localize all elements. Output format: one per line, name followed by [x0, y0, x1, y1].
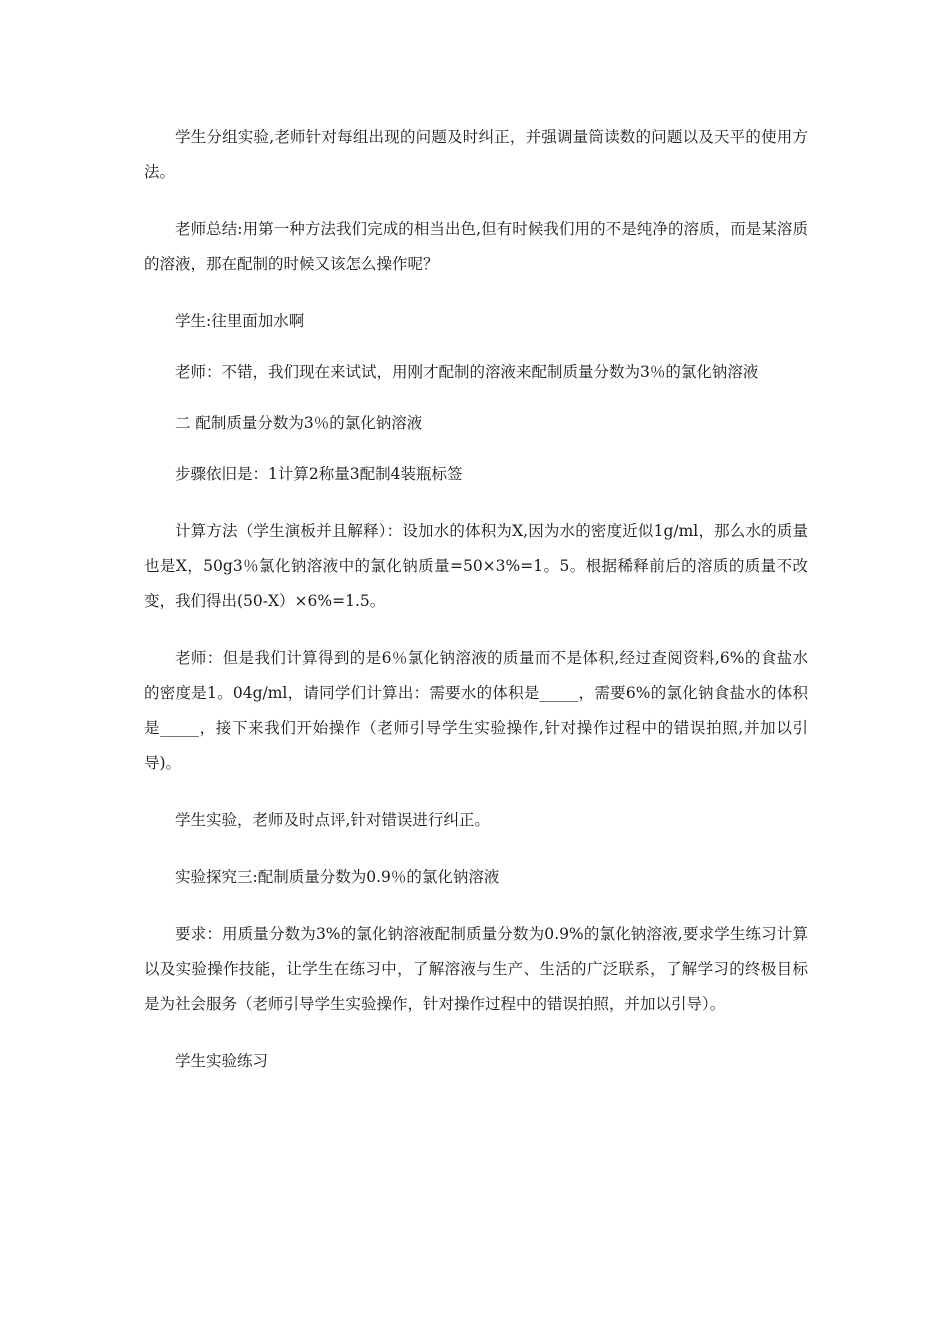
paragraph-student-experiment: 学生实验，老师及时点评,针对错误进行纠正。 [175, 811, 490, 829]
paragraph-teacher-try: 老师：不错，我们现在来试试，用刚才配制的溶液来配制质量分数为3％的氯化钠溶液 [175, 363, 759, 381]
paragraph-group-experiment: 学生分组实验,老师针对每组出现的问题及时纠正，并强调量筒读数的问题以及天平的使用方法。 [144, 128, 808, 181]
paragraph-teacher-summary: 老师总结:用第一种方法我们完成的相当出色,但有时候我们用的不是纯净的溶质，而是某溶质的溶液，那在配制的时候又该怎么操作呢？ [144, 220, 808, 273]
paragraph-student-answer: 学生:往里面加水啊 [175, 312, 305, 330]
section-heading-experiment-three: 实验探究三:配制质量分数为0.9％的氯化钠溶液 [175, 868, 500, 886]
document-body [144, 120, 808, 1101]
paragraph-steps: 步骤依旧是：1计算2称量3配制4装瓶标签 [175, 465, 463, 483]
section-heading-3-percent: 二 配制质量分数为3％的氯化钠溶液 [175, 414, 423, 432]
paragraph-calculation-method: 计算方法（学生演板并且解释）：设加水的体积为X,因为水的密度近似1g/ml，那么水的质量也是X，50g3％氯化钠溶液中的氯化钠质量=50×3%=1。5。根据稀释前后的溶质的质量不改变，我们得出(50-X）×6%=1.5。 [144, 522, 808, 610]
paragraph-teacher-density: 老师：但是我们计算得到的是6％氯化钠溶液的质量而不是体积,经过查阅资料,6%的食盐水的密度是1。04g/ml，请同学们计算出：需要水的体积是_____，需要6%的氯化钠食盐水的体积是_____，接下来我们开始操作（老师引导学生实验操作,针对操作过程中的错误拍照,并加以引导)。 [144, 649, 808, 772]
paragraph-student-practice: 学生实验练习 [175, 1052, 269, 1070]
paragraph-requirements: 要求：用质量分数为3%的氯化钠溶液配制质量分数为0.9%的氯化钠溶液,要求学生练习计算以及实验操作技能，让学生在练习中，了解溶液与生产、生活的广泛联系，了解学习的终极目标是为社会服务（老师引导学生实验操作，针对操作过程中的错误拍照，并加以引导）。 [144, 925, 808, 1013]
